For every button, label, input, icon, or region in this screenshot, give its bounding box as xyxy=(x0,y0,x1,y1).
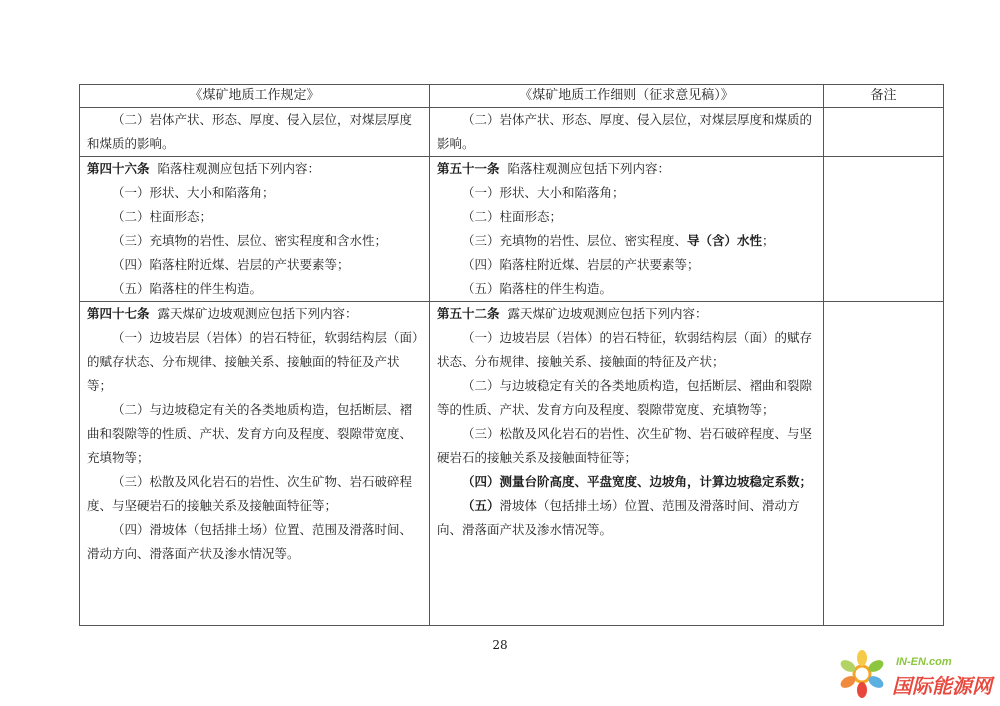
highlighted-change: （五） xyxy=(462,498,500,513)
page-number: 28 xyxy=(492,638,508,652)
table-header-row xyxy=(80,85,944,108)
sun-flower-logo-icon xyxy=(836,648,888,700)
article-title: 第五十一条 xyxy=(437,161,500,176)
highlighted-change: 导（含）水性 xyxy=(687,233,763,248)
list-item: （四）陷落柱附近煤、岩层的产状要素等； xyxy=(462,257,700,272)
cell-left xyxy=(80,157,430,302)
article-intro: 陷落柱观测应包括下列内容： xyxy=(507,161,670,176)
article-intro: 露天煤矿边坡观测应包括下列内容： xyxy=(157,306,358,321)
cell-remark xyxy=(824,157,944,302)
cell-left xyxy=(80,302,430,626)
list-item: （一）边坡岩层（岩体）的岩石特征，软弱结构层（面）的赋存状态、分布规律、接触关系、接触面的特征及产状； xyxy=(437,330,813,369)
list-item: （二）与边坡稳定有关的各类地质构造，包括断层、褶曲和裂隙等的性质、产状、发育方向及程度、裂隙带宽度、充填物等； xyxy=(437,378,813,417)
header-draft-rules: 《煤矿地质工作细则（征求意见稿）》 xyxy=(430,85,824,108)
cell-remark xyxy=(824,302,944,626)
list-item-text: ； xyxy=(762,233,775,248)
list-item: （二）柱面形态； xyxy=(462,209,563,224)
list-item: （五）陷落柱的伴生构造。 xyxy=(112,281,263,296)
watermark-en: IN-EN.com xyxy=(896,656,952,668)
list-item xyxy=(437,494,816,542)
cell-right xyxy=(430,157,824,302)
table-row xyxy=(80,108,944,157)
cell-right xyxy=(430,108,824,157)
watermark-cn: 国际能源网 xyxy=(892,674,992,698)
article-title: 第五十二条 xyxy=(437,306,500,321)
article-line xyxy=(87,157,422,181)
list-item-text: 滑坡体（包括排土场）位置、范围及滑落时间、滑动方向、滑落面产状及渗水情况等。 xyxy=(437,498,800,537)
cell-right xyxy=(430,302,824,626)
article-intro: 陷落柱观测应包括下列内容： xyxy=(157,161,320,176)
list-item: （一）边坡岩层（岩体）的岩石特征，软弱结构层（面）的赋存状态、分布规律、接触关系、接触面的特征及产状等； xyxy=(87,330,419,393)
watermark-logo xyxy=(836,648,996,700)
article-title: 第四十六条 xyxy=(87,161,150,176)
article-line xyxy=(437,157,816,181)
header-remarks: 备注 xyxy=(824,85,944,108)
table-row xyxy=(80,157,944,302)
list-item: （三）松散及风化岩石的岩性、次生矿物、岩石破碎程度、与坚硬岩石的接触关系及接触面特征等； xyxy=(87,474,413,513)
article-line xyxy=(437,302,816,326)
list-item: （二）与边坡稳定有关的各类地质构造，包括断层、褶曲和裂隙等的性质、产状、发育方向及程度、裂隙带宽度、充填物等； xyxy=(87,402,413,465)
list-item: （一）形状、大小和陷落角； xyxy=(462,185,625,200)
article-title: 第四十七条 xyxy=(87,306,150,321)
comparison-table xyxy=(79,84,944,626)
highlighted-change: （四）测量台阶高度、平盘宽度、边坡角，计算边坡稳定系数； xyxy=(462,474,813,489)
header-current-regulation: 《煤矿地质工作规定》 xyxy=(80,85,430,108)
cell-remark xyxy=(824,108,944,157)
list-item xyxy=(437,229,816,253)
list-item: （五）陷落柱的伴生构造。 xyxy=(462,281,613,296)
list-item-text: （三）充填物的岩性、层位、密实程度、 xyxy=(462,233,688,248)
article-intro: 露天煤矿边坡观测应包括下列内容： xyxy=(507,306,708,321)
list-item: （一）形状、大小和陷落角； xyxy=(112,185,275,200)
paragraph: （二）岩体产状、形态、厚度、侵入层位，对煤层厚度和煤质的影响。 xyxy=(87,112,413,151)
cell-left xyxy=(80,108,430,157)
list-item: （三）充填物的岩性、层位、密实程度和含水性； xyxy=(112,233,388,248)
list-item: （四）滑坡体（包括排土场）位置、范围及滑落时间、滑动方向、滑落面产状及渗水情况等。 xyxy=(87,522,413,561)
table-row xyxy=(80,302,944,626)
article-line xyxy=(87,302,422,326)
list-item: （三）松散及风化岩石的岩性、次生矿物、岩石破碎程度、与坚硬岩石的接触关系及接触面特征等； xyxy=(437,426,813,465)
list-item: （四）陷落柱附近煤、岩层的产状要素等； xyxy=(112,257,350,272)
list-item: （二）柱面形态； xyxy=(112,209,213,224)
paragraph: （二）岩体产状、形态、厚度、侵入层位，对煤层厚度和煤质的影响。 xyxy=(437,112,813,151)
